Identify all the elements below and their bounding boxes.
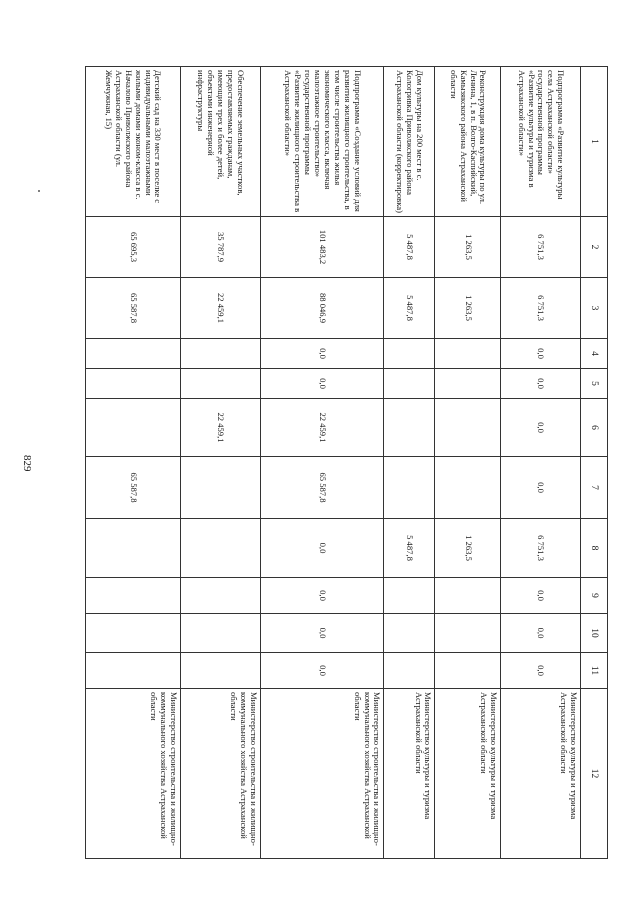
value-cell: [435, 339, 501, 369]
executor-cell: Министерство культуры и туризма Астраханской области: [500, 689, 580, 859]
value-cell: [435, 578, 501, 614]
value-cell: 101 483,2: [260, 217, 384, 278]
value-cell: 6 751,3: [500, 519, 580, 578]
value-cell: [384, 339, 435, 369]
executor-cell: Министерство строительства и жилищно-коммунального хозяйства Астраханской области: [260, 689, 384, 859]
column-header: 9: [581, 578, 608, 614]
value-cell: [435, 653, 501, 689]
column-header: 2: [581, 217, 608, 278]
value-cell: 65 587,8: [260, 457, 384, 519]
executor-cell: Министерство культуры и туризма Астраханской области: [435, 689, 501, 859]
value-cell: 6 751,3: [500, 217, 580, 278]
program-name-cell: Дом культуры на 200 мест в с. Кологривка Приволжского района Астраханской области (корректировка): [384, 67, 435, 217]
value-cell: 5 487,8: [384, 519, 435, 578]
table-row: [500, 67, 580, 859]
value-cell: [384, 653, 435, 689]
value-cell: 0,0: [260, 339, 384, 369]
value-cell: 0,0: [500, 653, 580, 689]
value-cell: 0,0: [260, 519, 384, 578]
value-cell: [435, 614, 501, 653]
column-header: 11: [581, 653, 608, 689]
value-cell: 6 751,3: [500, 278, 580, 339]
value-cell: [180, 369, 260, 399]
value-cell: 0,0: [500, 399, 580, 457]
value-cell: [180, 578, 260, 614]
column-header: 8: [581, 519, 608, 578]
budget-table: [85, 66, 608, 859]
value-cell: 0,0: [260, 614, 384, 653]
header-row: [581, 67, 608, 859]
value-cell: 22 459,1: [180, 278, 260, 339]
table-row: [180, 67, 260, 859]
program-name-cell: Обеспечение земельных участков, предоставляемых гражданам, имеющим трех и более детей, объектами инженерной инфраструктуры: [180, 67, 260, 217]
table-header: [581, 67, 608, 859]
table-row: [86, 67, 181, 859]
column-header: 5: [581, 369, 608, 399]
value-cell: [180, 519, 260, 578]
program-name-cell: Подпрограмма «Создание условий для развития жилищного строительства, в том числе строительства жилья экономического класса, включая малоэтажное строительство» государственной программы «Развитие жилищного строительства в Астраханской области»: [260, 67, 384, 217]
column-header: 6: [581, 399, 608, 457]
value-cell: 5 487,8: [384, 278, 435, 339]
program-name-cell: Детский сад на 330 мест в поселке с индивидуальными малоэтажными жилыми домами эконом-класса в с. Началово Приволжского района Астраханской области (ул. Жемчужная, 15): [86, 67, 181, 217]
value-cell: [86, 519, 181, 578]
page-number: 829: [21, 455, 33, 472]
value-cell: 5 487,8: [384, 217, 435, 278]
value-cell: 1 263,5: [435, 217, 501, 278]
table-row: [260, 67, 384, 859]
value-cell: 65 587,8: [86, 278, 181, 339]
scan-speck: [38, 190, 40, 192]
value-cell: [86, 339, 181, 369]
executor-cell: Министерство строительства и жилищно-коммунального хозяйства Астраханской области: [86, 689, 181, 859]
column-header: 12: [581, 689, 608, 859]
value-cell: [435, 457, 501, 519]
value-cell: 88 046,9: [260, 278, 384, 339]
value-cell: [384, 578, 435, 614]
value-cell: [86, 578, 181, 614]
value-cell: [86, 399, 181, 457]
value-cell: [384, 399, 435, 457]
value-cell: 0,0: [500, 578, 580, 614]
value-cell: 22 459,1: [260, 399, 384, 457]
value-cell: [384, 614, 435, 653]
value-cell: 0,0: [260, 653, 384, 689]
table-row: [384, 67, 435, 859]
value-cell: 0,0: [260, 578, 384, 614]
value-cell: 65 587,8: [86, 457, 181, 519]
value-cell: [180, 653, 260, 689]
executor-cell: Министерство культуры и туризма Астраханской области: [384, 689, 435, 859]
value-cell: 0,0: [500, 339, 580, 369]
table-body: [86, 67, 581, 859]
value-cell: 1 263,5: [435, 519, 501, 578]
value-cell: 1 263,5: [435, 278, 501, 339]
value-cell: 35 787,9: [180, 217, 260, 278]
executor-cell: Министерство строительства и жилищно-коммунального хозяйства Астраханской области: [180, 689, 260, 859]
rotated-table-container: [85, 66, 608, 858]
value-cell: [384, 457, 435, 519]
value-cell: [86, 614, 181, 653]
program-name-cell: Подпрограмма «Развитие культуры села Астраханской области» государственной программы «Развитие культуры и туризма в Астраханской области»: [500, 67, 580, 217]
value-cell: 0,0: [500, 457, 580, 519]
column-header: 7: [581, 457, 608, 519]
value-cell: 22 459,1: [180, 399, 260, 457]
column-header: 4: [581, 339, 608, 369]
value-cell: [180, 614, 260, 653]
value-cell: [435, 399, 501, 457]
column-header: 3: [581, 278, 608, 339]
value-cell: [86, 369, 181, 399]
value-cell: 0,0: [260, 369, 384, 399]
column-header: 10: [581, 614, 608, 653]
value-cell: 0,0: [500, 614, 580, 653]
column-header: 1: [581, 67, 608, 217]
value-cell: [384, 369, 435, 399]
value-cell: [180, 339, 260, 369]
value-cell: [435, 369, 501, 399]
value-cell: 0,0: [500, 369, 580, 399]
value-cell: [86, 653, 181, 689]
table-row: [435, 67, 501, 859]
program-name-cell: Реконструкция дома культуры по ул. Ленина, 1, в п. Волго-Каспийский, Камызякского района Астраханской области: [435, 67, 501, 217]
value-cell: 65 695,3: [86, 217, 181, 278]
value-cell: [180, 457, 260, 519]
